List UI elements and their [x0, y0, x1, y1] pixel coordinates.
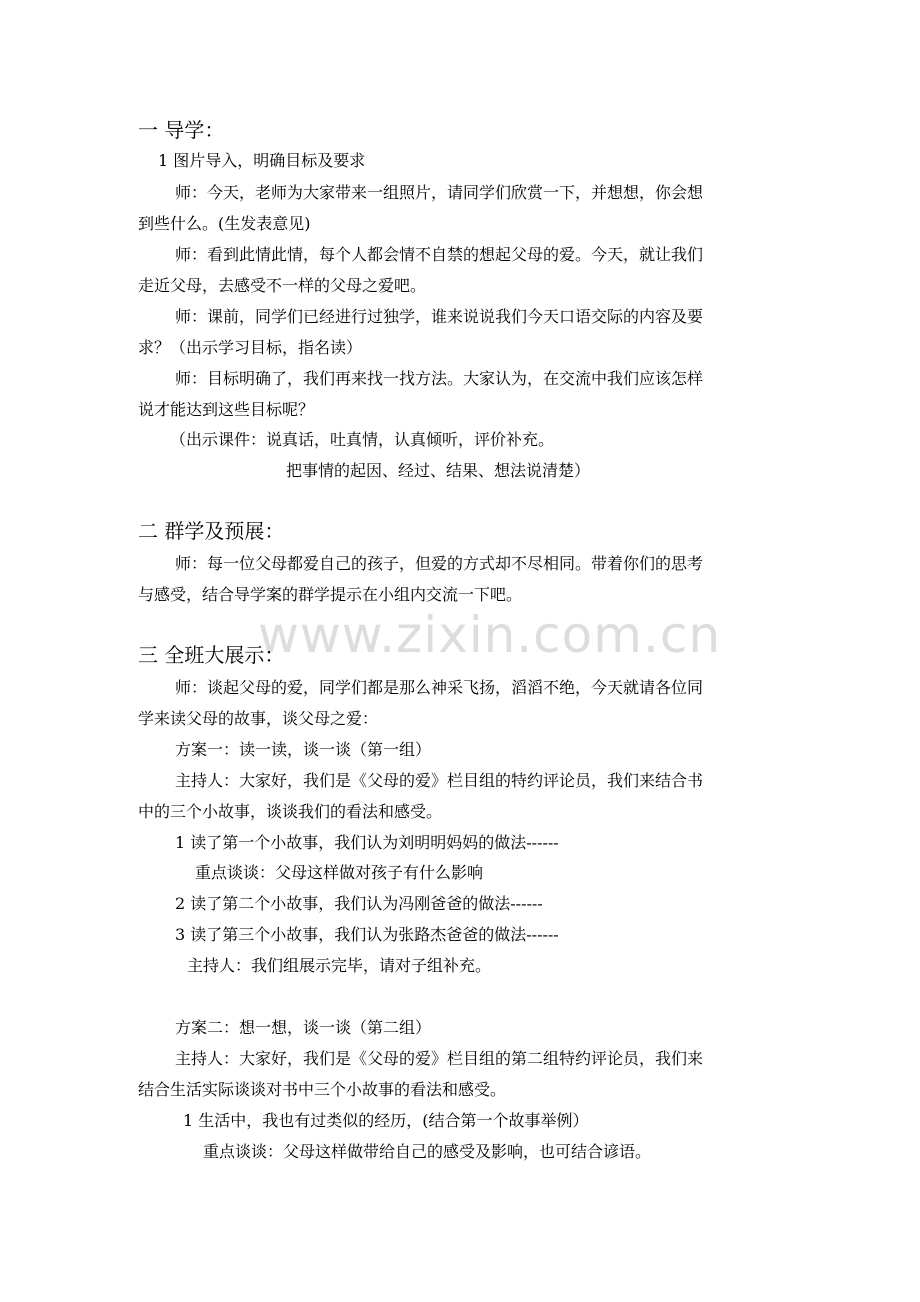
list-item: 2 读了第二个小故事，我们认为冯刚爸爸的做法------	[175, 894, 543, 913]
focus-note: 重点谈谈：父母这样做对孩子有什么影响	[195, 863, 484, 882]
paragraph-line: 中的三个小故事，谈谈我们的看法和感受。	[138, 802, 443, 821]
paragraph-line: 师：看到此情此情，每个人都会情不自禁的想起父母的爱。今天，就让我们	[175, 245, 704, 264]
paragraph-line: 结合生活实际谈谈对书中三个小故事的看法和感受。	[138, 1080, 507, 1099]
paragraph-line: 师：目标明确了，我们再来找一找方法。大家认为，在交流中我们应该怎样	[175, 369, 704, 388]
courseware-line: 把事情的起因、经过、结果、想法说清楚）	[286, 461, 591, 480]
item-title: 1 图片导入，明确目标及要求	[158, 151, 366, 170]
paragraph-line: 走近父母，去感受不一样的父母之爱吧。	[138, 276, 427, 295]
paragraph-line: 求？（出示学习目标，指名读）	[138, 338, 363, 357]
paragraph-line: 到些什么。(生发表意见)	[138, 214, 311, 233]
section-heading-3: 三 全班大展示：	[138, 643, 285, 667]
paragraph-line: 与感受，结合导学案的群学提示在小组内交流一下吧。	[138, 585, 523, 604]
paragraph-line: 学来读父母的故事，谈父母之爱：	[138, 709, 379, 728]
paragraph-line: 师：课前，同学们已经进行过独学，谁来说说我们今天口语交际的内容及要	[175, 307, 704, 326]
plan-title: 方案二：想一想，谈一谈（第二组）	[175, 1018, 432, 1037]
paragraph-line: 师：每一位父母都爱自己的孩子，但爱的方式却不尽相同。带着你们的思考	[175, 554, 704, 573]
paragraph-line: 师：谈起父母的爱，同学们都是那么神采飞扬，滔滔不绝，今天就请各位同	[175, 678, 704, 697]
paragraph-line: 师：今天，老师为大家带来一组照片，请同学们欣赏一下，并想想，你会想	[175, 183, 704, 202]
plan-title: 方案一：读一读，谈一谈（第一组）	[175, 740, 432, 759]
watermark: www.zixin.com.cn	[258, 606, 722, 664]
paragraph-line: 主持人：大家好，我们是《父母的爱》栏目组的第二组特约评论员，我们来	[175, 1049, 704, 1068]
section-heading-1: 一 导学：	[138, 118, 225, 142]
section-heading-2: 二 群学及预展：	[138, 519, 285, 543]
list-item: 1 生活中，我也有过类似的经历，(结合第一个故事举例）	[183, 1111, 589, 1130]
list-item: 3 读了第三个小故事，我们认为张路杰爸爸的做法------	[175, 925, 559, 944]
list-item: 1 读了第一个小故事，我们认为刘明明妈妈的做法------	[175, 833, 559, 852]
courseware-line: （出示课件：说真话，吐真情，认真倾听，评价补充。	[170, 430, 555, 449]
paragraph-line: 主持人：大家好，我们是《父母的爱》栏目组的特约评论员，我们来结合书	[175, 771, 704, 790]
paragraph-line: 说才能达到这些目标呢？	[138, 400, 315, 419]
focus-note: 重点谈谈：父母这样做带给自己的感受及影响，也可结合谚语。	[203, 1142, 652, 1161]
host-closing: 主持人：我们组展示完毕，请对子组补充。	[187, 956, 492, 975]
